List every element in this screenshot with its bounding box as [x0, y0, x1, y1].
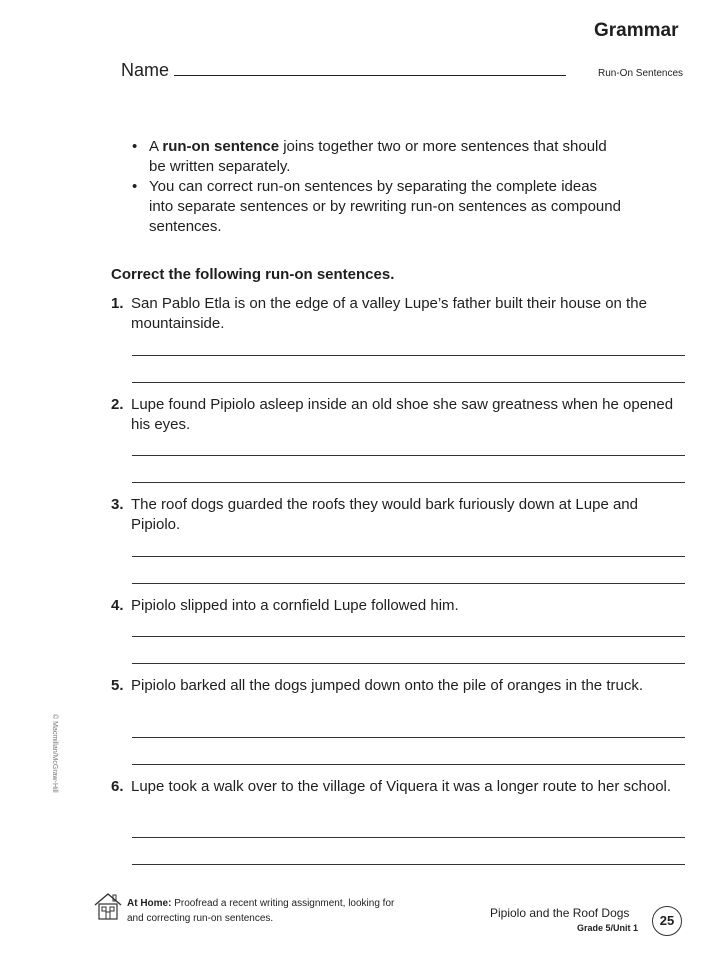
- page-title: Grammar: [594, 20, 679, 41]
- answer-line[interactable]: [132, 482, 685, 483]
- story-title: Pipiolo and the Roof Dogs: [490, 906, 630, 920]
- name-line[interactable]: [174, 75, 566, 76]
- name-label: Name: [121, 60, 170, 80]
- answer-line[interactable]: [132, 583, 685, 584]
- instructions: Correct the following run-on sentences.: [111, 266, 395, 283]
- bullet-item: [132, 177, 622, 237]
- exercise-item: [111, 777, 686, 797]
- at-home-note: At Home: Proofread a recent writing assignment, looking for and correcting run-on sentences.: [127, 898, 395, 924]
- bullet-text: A run-on sentence joins together two or more sentences that should be written separately.: [149, 138, 607, 175]
- bullet-icon: •: [132, 178, 138, 195]
- exercise-item: [111, 294, 686, 334]
- item-number: 6.: [111, 778, 124, 795]
- item-text: Pipiolo slipped into a cornfield Lupe followed him.: [131, 597, 459, 614]
- answer-line[interactable]: [132, 737, 685, 738]
- answer-line[interactable]: [132, 663, 685, 664]
- item-text: San Pablo Etla is on the edge of a valley Lupe’s father built their house on the mountainside.: [131, 295, 647, 332]
- answer-line[interactable]: [132, 455, 685, 456]
- copyright-credit: © Macmillan/McGraw-Hill: [51, 714, 58, 793]
- item-text: Lupe took a walk over to the village of Viquera it was a longer route to her school.: [131, 778, 672, 795]
- house-icon: [92, 890, 124, 922]
- answer-line[interactable]: [132, 764, 685, 765]
- worksheet-subtitle: Run-On Sentences: [598, 68, 684, 79]
- answer-line[interactable]: [132, 864, 685, 865]
- answer-line[interactable]: [132, 382, 685, 383]
- item-text: The roof dogs guarded the roofs they would bark furiously down at Lupe and Pipiolo.: [131, 496, 638, 533]
- bullet-text: You can correct run-on sentences by separating the complete ideas into separate sentences or by rewriting run-on sentences as compound sentences.: [149, 178, 621, 235]
- exercise-item: [111, 495, 686, 535]
- answer-line[interactable]: [132, 837, 685, 838]
- item-number: 2.: [111, 396, 124, 413]
- exercise-item: [111, 676, 686, 696]
- item-number: 3.: [111, 496, 124, 513]
- item-number: 1.: [111, 295, 124, 312]
- exercise-item: [111, 395, 686, 435]
- answer-line[interactable]: [132, 355, 685, 356]
- exercise-item: [111, 596, 686, 616]
- answer-line[interactable]: [132, 556, 685, 557]
- bullet-icon: •: [132, 138, 138, 155]
- bullet-item: [132, 137, 622, 177]
- item-text: Lupe found Pipiolo asleep inside an old shoe she saw greatness when he opened his eyes.: [131, 396, 674, 433]
- item-number: 4.: [111, 597, 124, 614]
- page-number: 25: [652, 906, 682, 936]
- answer-line[interactable]: [132, 636, 685, 637]
- rules-bullets: [132, 137, 622, 237]
- item-number: 5.: [111, 677, 124, 694]
- grade-unit: Grade 5/Unit 1: [577, 923, 639, 933]
- item-text: Pipiolo barked all the dogs jumped down onto the pile of oranges in the truck.: [131, 677, 643, 694]
